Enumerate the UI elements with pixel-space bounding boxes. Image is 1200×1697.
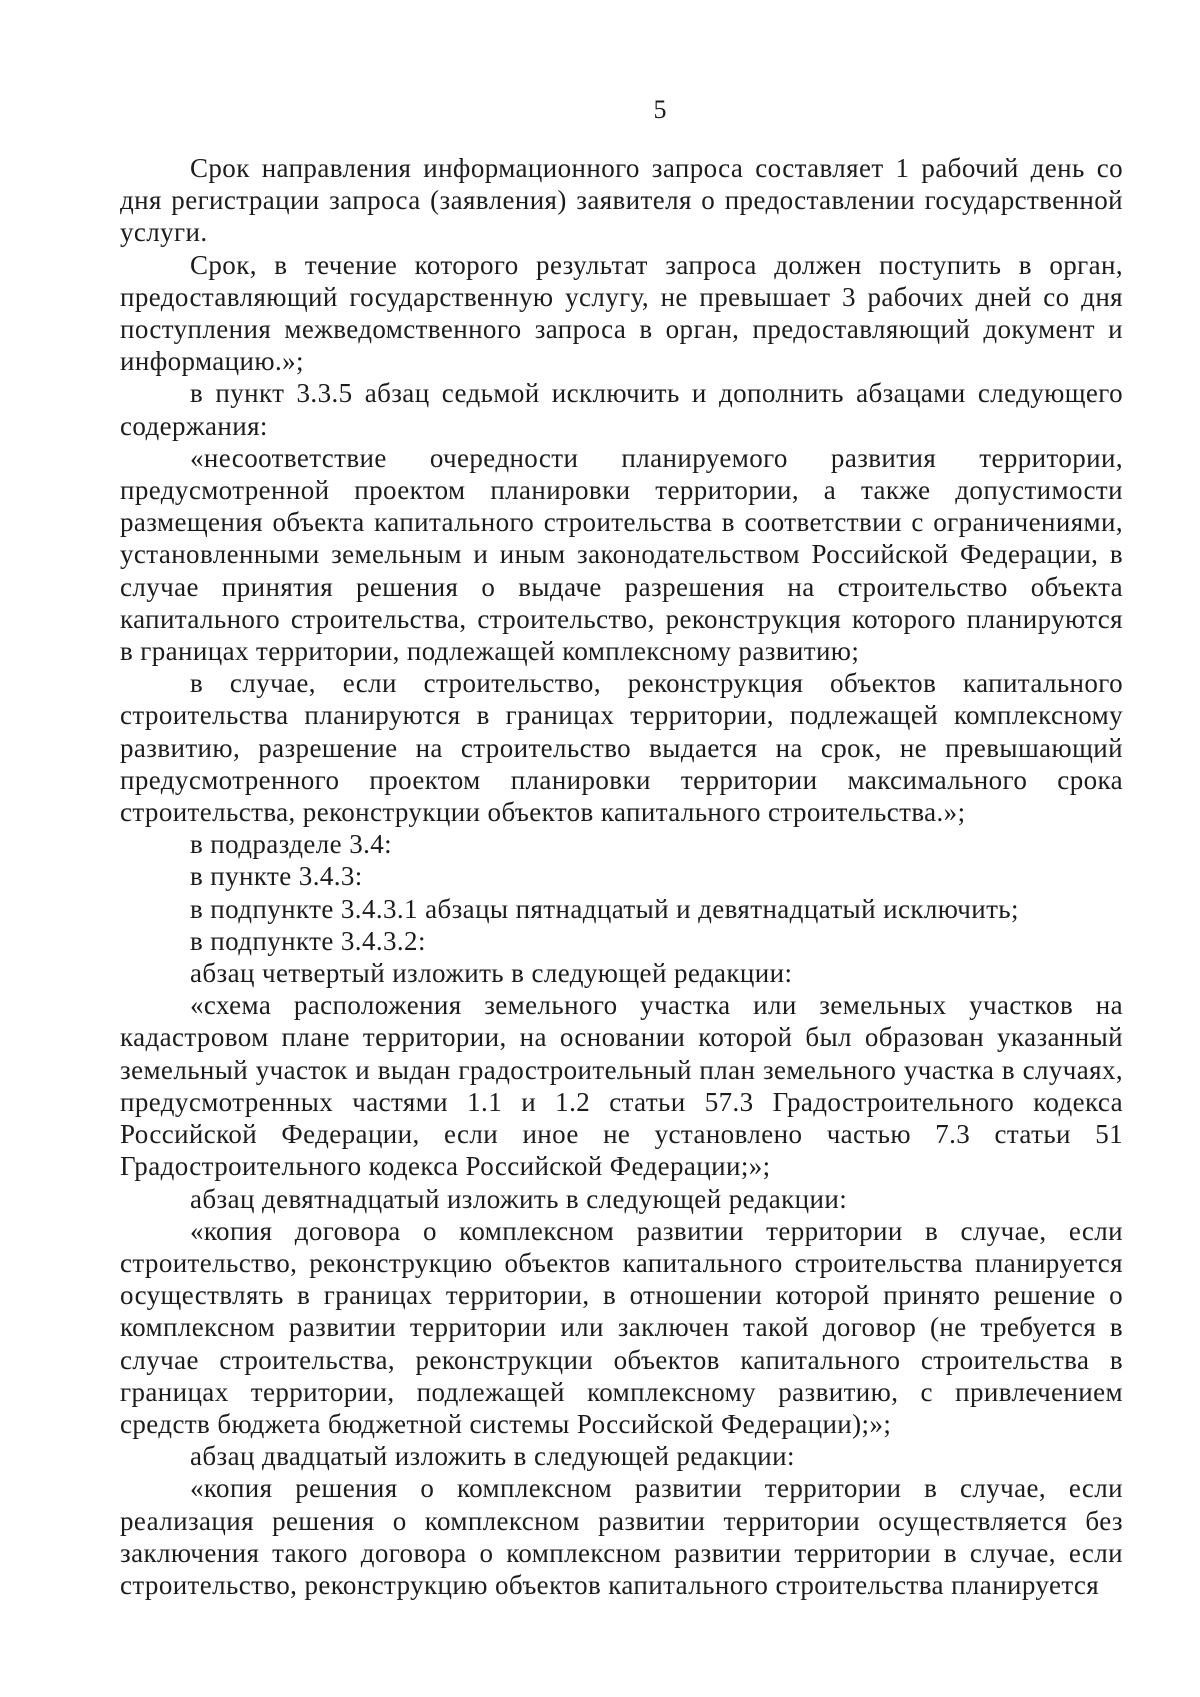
page-number: 5 <box>653 95 667 124</box>
paragraph: «копия договора о комплексном развитии территории в случае, если строительство, реконструкцию объектов капитального строительства планируется осуществлять в границах территории, в отношении которой принято решение о комплексном развитии территории или заключен такой договор (не требуется в случае строительства, реконструкции объектов капитального строительства в границах территории, подлежащей комплексному развитию, с привлечением средств бюджета бюджетной системы Российской Федерации);»; <box>120 1215 1123 1439</box>
paragraph: в случае, если строительство, реконструкция объектов капитального строительства планируются в границах территории, подлежащей комплексному развитию, разрешение на строительство выдается на срок, не превышающий предусмотренного проектом планировки территории максимального срока строительства, реконструкции объектов капитального строительства.»; <box>120 668 1123 828</box>
paragraph: Срок направления информационного запроса составляет 1 рабочий день со дня регистрации запроса (заявления) заявителя о предоставлении государственной услуги. <box>120 153 1123 248</box>
paragraph: «схема расположения земельного участка или земельных участков на кадастровом плане территории, на основании которой был образован указанный земельный участок и выдан градостроительный план земельного участка в случаях, предусмотренных частями 1.1 и 1.2 статьи 57.3 Градостроительного кодекса Российской Федерации, если иное не установлено частью 7.3 статьи 51 Градостроительного кодекса Российской Федерации;»; <box>120 990 1123 1182</box>
paragraph: «копия решения о комплексном развитии территории в случае, если реализация решения о комплексном развитии территории осуществляется без заключения такого договора о комплексном развитии территории в случае, если строительство, реконструкцию объектов капитального строительства планируется <box>120 1473 1123 1600</box>
paragraph: в подпункте 3.4.3.1 абзацы пятнадцатый и девятнадцатый исключить; <box>190 893 1019 924</box>
paragraph: абзац двадцатый изложить в следующей редакции: <box>190 1441 795 1472</box>
paragraph: в пункт 3.3.5 абзац седьмой исключить и дополнить абзацами следующего содержания: <box>120 378 1123 441</box>
paragraph: в подпункте 3.4.3.2: <box>190 925 426 956</box>
paragraph: абзац четвертый изложить в следующей редакции: <box>190 958 793 989</box>
paragraph: «несоответствие очередности планируемого развития территории, предусмотренной проектом планировки территории, а также допустимости размещения объекта капитального строительства в соответствии с ограничениями, установленными земельным и иным законодательством Российской Федерации, в случае принятия решения о выдаче разрешения на строительство объекта капитального строительства, строительство, реконструкция которого планируются в границах территории, подлежащей комплексному развитию; <box>120 442 1123 667</box>
document-body <box>120 152 1123 1601</box>
paragraph: в подразделе 3.4: <box>190 829 393 860</box>
paragraph: абзац девятнадцатый изложить в следующей редакции: <box>190 1183 848 1214</box>
paragraph: в пункте 3.4.3: <box>190 861 363 892</box>
paragraph: Срок, в течение которого результат запроса должен поступить в орган, предоставляющий государственную услугу, не превышает 3 рабочих дней со дня поступления межведомственного запроса в орган, предоставляющий документ и информацию.»; <box>120 249 1123 377</box>
